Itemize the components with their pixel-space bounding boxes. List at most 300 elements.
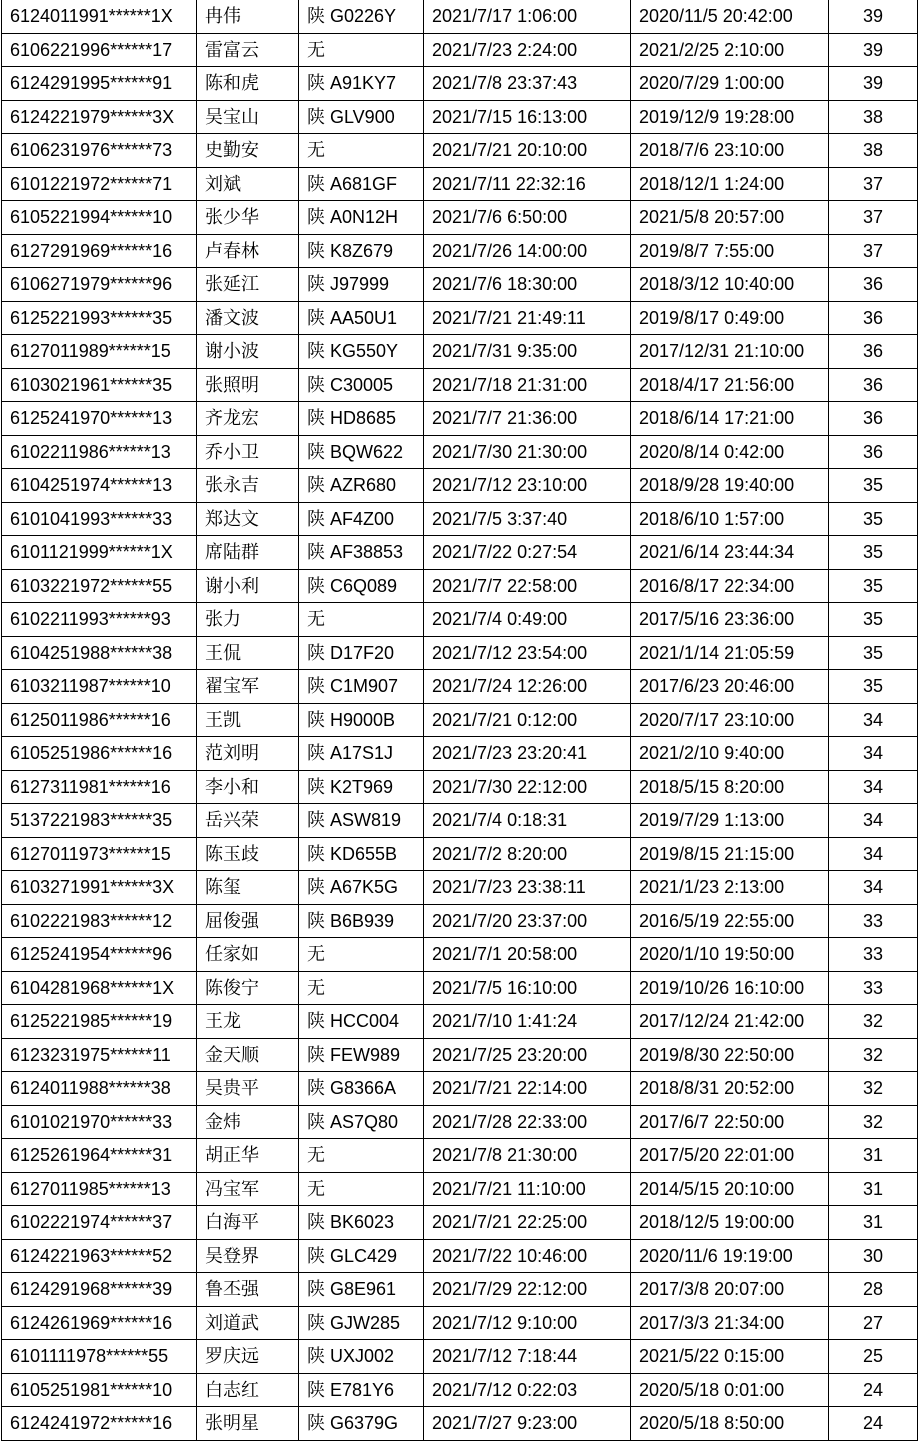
time-a-cell: 2021/7/6 18:30:00 [424,268,631,302]
time-a-cell: 2021/7/7 21:36:00 [424,402,631,436]
id-number-cell: 6102221974******37 [2,1206,197,1240]
plate-cell: 无 [299,1172,424,1206]
table-row [2,971,918,1005]
id-number-cell: 6125221993******35 [2,301,197,335]
table-row [2,536,918,570]
name-cell: 刘道武 [197,1306,299,1340]
id-number-cell: 6125261964******31 [2,1139,197,1173]
time-b-cell: 2017/12/24 21:42:00 [631,1005,829,1039]
table-row [2,469,918,503]
time-a-cell: 2021/7/30 22:12:00 [424,770,631,804]
time-b-cell: 2018/8/31 20:52:00 [631,1072,829,1106]
table-row [2,871,918,905]
plate-cell: 陕 A17S1J [299,737,424,771]
count-cell: 38 [829,100,918,134]
count-cell: 36 [829,402,918,436]
plate-cell: 陕 E781Y6 [299,1373,424,1407]
name-cell: 齐龙宏 [197,402,299,436]
time-a-cell: 2021/7/12 23:54:00 [424,636,631,670]
time-b-cell: 2019/8/7 7:55:00 [631,234,829,268]
time-b-cell: 2019/12/9 19:28:00 [631,100,829,134]
plate-cell: 陕 AA50U1 [299,301,424,335]
time-b-cell: 2018/9/28 19:40:00 [631,469,829,503]
table-row [2,1139,918,1173]
count-cell: 36 [829,301,918,335]
count-cell: 32 [829,1105,918,1139]
name-cell: 张力 [197,603,299,637]
table-row [2,435,918,469]
name-cell: 卢春林 [197,234,299,268]
time-a-cell: 2021/7/17 1:06:00 [424,0,631,33]
plate-cell: 无 [299,33,424,67]
time-b-cell: 2021/5/8 20:57:00 [631,201,829,235]
count-cell: 31 [829,1206,918,1240]
plate-cell: 陕 A91KY7 [299,67,424,101]
name-cell: 张明星 [197,1407,299,1441]
time-a-cell: 2021/7/10 1:41:24 [424,1005,631,1039]
time-a-cell: 2021/7/5 16:10:00 [424,971,631,1005]
time-a-cell: 2021/7/22 10:46:00 [424,1239,631,1273]
count-cell: 39 [829,33,918,67]
count-cell: 37 [829,201,918,235]
time-a-cell: 2021/7/23 2:24:00 [424,33,631,67]
count-cell: 36 [829,435,918,469]
time-a-cell: 2021/7/7 22:58:00 [424,569,631,603]
table-row [2,1038,918,1072]
count-cell: 38 [829,134,918,168]
table-row [2,134,918,168]
count-cell: 33 [829,938,918,972]
name-cell: 屈俊强 [197,904,299,938]
time-b-cell: 2020/1/10 19:50:00 [631,938,829,972]
count-cell: 35 [829,536,918,570]
plate-cell: 陕 FEW989 [299,1038,424,1072]
count-cell: 34 [829,837,918,871]
time-a-cell: 2021/7/26 14:00:00 [424,234,631,268]
time-b-cell: 2017/6/23 20:46:00 [631,670,829,704]
table-row [2,100,918,134]
time-b-cell: 2021/5/22 0:15:00 [631,1340,829,1374]
count-cell: 39 [829,67,918,101]
count-cell: 37 [829,234,918,268]
time-a-cell: 2021/7/24 12:26:00 [424,670,631,704]
count-cell: 34 [829,770,918,804]
table-row [2,67,918,101]
time-a-cell: 2021/7/28 22:33:00 [424,1105,631,1139]
id-number-cell: 6127291969******16 [2,234,197,268]
plate-cell: 无 [299,603,424,637]
name-cell: 王凯 [197,703,299,737]
time-b-cell: 2018/6/10 1:57:00 [631,502,829,536]
id-number-cell: 6125221985******19 [2,1005,197,1039]
plate-cell: 陕 BK6023 [299,1206,424,1240]
id-number-cell: 6101041993******33 [2,502,197,536]
id-number-cell: 6123231975******11 [2,1038,197,1072]
id-number-cell: 6103221972******55 [2,569,197,603]
count-cell: 36 [829,268,918,302]
time-a-cell: 2021/7/21 0:12:00 [424,703,631,737]
time-b-cell: 2020/11/5 20:42:00 [631,0,829,33]
count-cell: 31 [829,1139,918,1173]
id-number-cell: 6106271979******96 [2,268,197,302]
table-row [2,837,918,871]
time-b-cell: 2020/11/6 19:19:00 [631,1239,829,1273]
id-number-cell: 6127011985******13 [2,1172,197,1206]
name-cell: 张延江 [197,268,299,302]
plate-cell: 无 [299,1139,424,1173]
name-cell: 翟宝军 [197,670,299,704]
plate-cell: 陕 AZR680 [299,469,424,503]
count-cell: 30 [829,1239,918,1273]
count-cell: 32 [829,1072,918,1106]
table-row [2,1072,918,1106]
time-a-cell: 2021/7/8 21:30:00 [424,1139,631,1173]
plate-cell: 陕 G8E961 [299,1273,424,1307]
table-row [2,0,918,33]
table-row [2,368,918,402]
count-cell: 31 [829,1172,918,1206]
plate-cell: 陕 AF38853 [299,536,424,570]
time-a-cell: 2021/7/21 22:14:00 [424,1072,631,1106]
plate-cell: 陕 H9000B [299,703,424,737]
id-number-cell: 6102211993******93 [2,603,197,637]
plate-cell: 陕 HCC004 [299,1005,424,1039]
name-cell: 李小和 [197,770,299,804]
id-number-cell: 6125011986******16 [2,703,197,737]
table-row [2,938,918,972]
plate-cell: 无 [299,971,424,1005]
count-cell: 33 [829,904,918,938]
id-number-cell: 6124261969******16 [2,1306,197,1340]
plate-cell: 陕 A681GF [299,167,424,201]
count-cell: 24 [829,1373,918,1407]
plate-cell: 陕 K8Z679 [299,234,424,268]
count-cell: 34 [829,804,918,838]
time-a-cell: 2021/7/4 0:18:31 [424,804,631,838]
count-cell: 35 [829,502,918,536]
count-cell: 28 [829,1273,918,1307]
records-table [1,0,918,1441]
count-cell: 35 [829,469,918,503]
time-a-cell: 2021/7/2 8:20:00 [424,837,631,871]
id-number-cell: 6101111978******55 [2,1340,197,1374]
id-number-cell: 6127011973******15 [2,837,197,871]
count-cell: 34 [829,737,918,771]
table-row [2,402,918,436]
time-b-cell: 2019/8/30 22:50:00 [631,1038,829,1072]
time-b-cell: 2018/7/6 23:10:00 [631,134,829,168]
plate-cell: 无 [299,938,424,972]
name-cell: 王侃 [197,636,299,670]
time-b-cell: 2021/1/14 21:05:59 [631,636,829,670]
table-row [2,1239,918,1273]
time-b-cell: 2018/12/5 19:00:00 [631,1206,829,1240]
table-row [2,1407,918,1441]
table-row [2,636,918,670]
name-cell: 金炜 [197,1105,299,1139]
id-number-cell: 6127011989******15 [2,335,197,369]
id-number-cell: 6102221983******12 [2,904,197,938]
time-a-cell: 2021/7/18 21:31:00 [424,368,631,402]
id-number-cell: 6105251986******16 [2,737,197,771]
name-cell: 谢小利 [197,569,299,603]
id-number-cell: 6106231976******73 [2,134,197,168]
id-number-cell: 6103271991******3X [2,871,197,905]
plate-cell: 陕 C1M907 [299,670,424,704]
count-cell: 35 [829,670,918,704]
plate-cell: 陕 C30005 [299,368,424,402]
name-cell: 白志红 [197,1373,299,1407]
time-b-cell: 2021/6/14 23:44:34 [631,536,829,570]
id-number-cell: 6104251974******13 [2,469,197,503]
table-row [2,1005,918,1039]
table-row [2,703,918,737]
time-b-cell: 2018/6/14 17:21:00 [631,402,829,436]
plate-cell: 陕 D17F20 [299,636,424,670]
time-b-cell: 2018/12/1 1:24:00 [631,167,829,201]
count-cell: 24 [829,1407,918,1441]
name-cell: 罗庆远 [197,1340,299,1374]
plate-cell: 陕 HD8685 [299,402,424,436]
name-cell: 吴贵平 [197,1072,299,1106]
name-cell: 陈玺 [197,871,299,905]
id-number-cell: 6124011991******1X [2,0,197,33]
name-cell: 史勤安 [197,134,299,168]
name-cell: 刘斌 [197,167,299,201]
time-b-cell: 2017/5/20 22:01:00 [631,1139,829,1173]
id-number-cell: 6103021961******35 [2,368,197,402]
count-cell: 32 [829,1038,918,1072]
table-row [2,737,918,771]
time-b-cell: 2020/7/29 1:00:00 [631,67,829,101]
time-a-cell: 2021/7/12 7:18:44 [424,1340,631,1374]
time-b-cell: 2020/5/18 8:50:00 [631,1407,829,1441]
time-a-cell: 2021/7/30 21:30:00 [424,435,631,469]
id-number-cell: 5137221983******35 [2,804,197,838]
time-b-cell: 2016/8/17 22:34:00 [631,569,829,603]
time-a-cell: 2021/7/4 0:49:00 [424,603,631,637]
name-cell: 乔小卫 [197,435,299,469]
table-row [2,670,918,704]
plate-cell: 陕 GLC429 [299,1239,424,1273]
table-row [2,904,918,938]
time-a-cell: 2021/7/11 22:32:16 [424,167,631,201]
id-number-cell: 6101221972******71 [2,167,197,201]
name-cell: 陈和虎 [197,67,299,101]
time-b-cell: 2017/3/8 20:07:00 [631,1273,829,1307]
time-a-cell: 2021/7/21 20:10:00 [424,134,631,168]
time-b-cell: 2014/5/15 20:10:00 [631,1172,829,1206]
id-number-cell: 6125241970******13 [2,402,197,436]
count-cell: 35 [829,569,918,603]
count-cell: 33 [829,971,918,1005]
time-b-cell: 2018/3/12 10:40:00 [631,268,829,302]
name-cell: 张照明 [197,368,299,402]
id-number-cell: 6125241954******96 [2,938,197,972]
table-row [2,1172,918,1206]
plate-cell: 陕 ASW819 [299,804,424,838]
id-number-cell: 6124241972******16 [2,1407,197,1441]
time-a-cell: 2021/7/12 9:10:00 [424,1306,631,1340]
time-b-cell: 2018/4/17 21:56:00 [631,368,829,402]
plate-cell: 陕 B6B939 [299,904,424,938]
plate-cell: 陕 G6379G [299,1407,424,1441]
time-b-cell: 2021/1/23 2:13:00 [631,871,829,905]
name-cell: 王龙 [197,1005,299,1039]
table-row [2,502,918,536]
name-cell: 范刘明 [197,737,299,771]
id-number-cell: 6105251981******10 [2,1373,197,1407]
time-b-cell: 2017/3/3 21:34:00 [631,1306,829,1340]
count-cell: 36 [829,368,918,402]
table-row [2,335,918,369]
time-a-cell: 2021/7/20 23:37:00 [424,904,631,938]
time-b-cell: 2016/5/19 22:55:00 [631,904,829,938]
name-cell: 张少华 [197,201,299,235]
count-cell: 36 [829,335,918,369]
time-b-cell: 2019/8/17 0:49:00 [631,301,829,335]
name-cell: 吴宝山 [197,100,299,134]
id-number-cell: 6124221963******52 [2,1239,197,1273]
time-a-cell: 2021/7/21 11:10:00 [424,1172,631,1206]
time-b-cell: 2017/12/31 21:10:00 [631,335,829,369]
time-b-cell: 2020/5/18 0:01:00 [631,1373,829,1407]
count-cell: 37 [829,167,918,201]
time-a-cell: 2021/7/22 0:27:54 [424,536,631,570]
name-cell: 白海平 [197,1206,299,1240]
name-cell: 陈玉歧 [197,837,299,871]
table-row [2,268,918,302]
table-row [2,167,918,201]
time-a-cell: 2021/7/15 16:13:00 [424,100,631,134]
table-row [2,1340,918,1374]
count-cell: 35 [829,603,918,637]
name-cell: 陈俊宁 [197,971,299,1005]
id-number-cell: 6104251988******38 [2,636,197,670]
plate-cell: 陕 AS7Q80 [299,1105,424,1139]
name-cell: 吴登界 [197,1239,299,1273]
table-row [2,770,918,804]
time-b-cell: 2019/7/29 1:13:00 [631,804,829,838]
plate-cell: 陕 A67K5G [299,871,424,905]
time-b-cell: 2021/2/10 9:40:00 [631,737,829,771]
name-cell: 冉伟 [197,0,299,33]
name-cell: 席陆群 [197,536,299,570]
count-cell: 34 [829,871,918,905]
name-cell: 冯宝军 [197,1172,299,1206]
name-cell: 雷富云 [197,33,299,67]
time-b-cell: 2019/10/26 16:10:00 [631,971,829,1005]
time-a-cell: 2021/7/1 20:58:00 [424,938,631,972]
id-number-cell: 6102211986******13 [2,435,197,469]
id-number-cell: 6124291968******39 [2,1273,197,1307]
table-row [2,569,918,603]
time-a-cell: 2021/7/29 22:12:00 [424,1273,631,1307]
plate-cell: 陕 C6Q089 [299,569,424,603]
time-b-cell: 2019/8/15 21:15:00 [631,837,829,871]
name-cell: 金天顺 [197,1038,299,1072]
time-b-cell: 2021/2/25 2:10:00 [631,33,829,67]
id-number-cell: 6127311981******16 [2,770,197,804]
table-row [2,33,918,67]
time-a-cell: 2021/7/23 23:20:41 [424,737,631,771]
name-cell: 鲁丕强 [197,1273,299,1307]
table-row [2,804,918,838]
plate-cell: 陕 G0226Y [299,0,424,33]
plate-cell: 陕 A0N12H [299,201,424,235]
time-a-cell: 2021/7/5 3:37:40 [424,502,631,536]
name-cell: 张永吉 [197,469,299,503]
plate-cell: 陕 KG550Y [299,335,424,369]
plate-cell: 无 [299,134,424,168]
time-b-cell: 2020/7/17 23:10:00 [631,703,829,737]
name-cell: 谢小波 [197,335,299,369]
table-row [2,234,918,268]
time-a-cell: 2021/7/21 21:49:11 [424,301,631,335]
time-a-cell: 2021/7/6 6:50:00 [424,201,631,235]
name-cell: 郑达文 [197,502,299,536]
name-cell: 胡正华 [197,1139,299,1173]
id-number-cell: 6101021970******33 [2,1105,197,1139]
id-number-cell: 6103211987******10 [2,670,197,704]
table-row [2,301,918,335]
plate-cell: 陕 AF4Z00 [299,502,424,536]
plate-cell: 陕 UXJ002 [299,1340,424,1374]
count-cell: 27 [829,1306,918,1340]
name-cell: 任家如 [197,938,299,972]
plate-cell: 陕 K2T969 [299,770,424,804]
id-number-cell: 6101121999******1X [2,536,197,570]
name-cell: 岳兴荣 [197,804,299,838]
id-number-cell: 6106221996******17 [2,33,197,67]
time-a-cell: 2021/7/21 22:25:00 [424,1206,631,1240]
id-number-cell: 6124011988******38 [2,1072,197,1106]
table-row [2,1373,918,1407]
count-cell: 34 [829,703,918,737]
id-number-cell: 6124221979******3X [2,100,197,134]
name-cell: 潘文波 [197,301,299,335]
id-number-cell: 6124291995******91 [2,67,197,101]
plate-cell: 陕 KD655B [299,837,424,871]
plate-cell: 陕 G8366A [299,1072,424,1106]
time-a-cell: 2021/7/12 0:22:03 [424,1373,631,1407]
time-a-cell: 2021/7/27 9:23:00 [424,1407,631,1441]
table-row [2,603,918,637]
count-cell: 25 [829,1340,918,1374]
id-number-cell: 6105221994******10 [2,201,197,235]
plate-cell: 陕 BQW622 [299,435,424,469]
table-row [2,1206,918,1240]
count-cell: 35 [829,636,918,670]
time-b-cell: 2017/6/7 22:50:00 [631,1105,829,1139]
count-cell: 39 [829,0,918,33]
records-table-body [2,0,918,1440]
time-a-cell: 2021/7/23 23:38:11 [424,871,631,905]
count-cell: 32 [829,1005,918,1039]
time-a-cell: 2021/7/25 23:20:00 [424,1038,631,1072]
table-row [2,1105,918,1139]
time-a-cell: 2021/7/8 23:37:43 [424,67,631,101]
id-number-cell: 6104281968******1X [2,971,197,1005]
time-a-cell: 2021/7/12 23:10:00 [424,469,631,503]
table-row [2,1273,918,1307]
time-a-cell: 2021/7/31 9:35:00 [424,335,631,369]
time-b-cell: 2018/5/15 8:20:00 [631,770,829,804]
plate-cell: 陕 J97999 [299,268,424,302]
time-b-cell: 2017/5/16 23:36:00 [631,603,829,637]
plate-cell: 陕 GLV900 [299,100,424,134]
plate-cell: 陕 GJW285 [299,1306,424,1340]
